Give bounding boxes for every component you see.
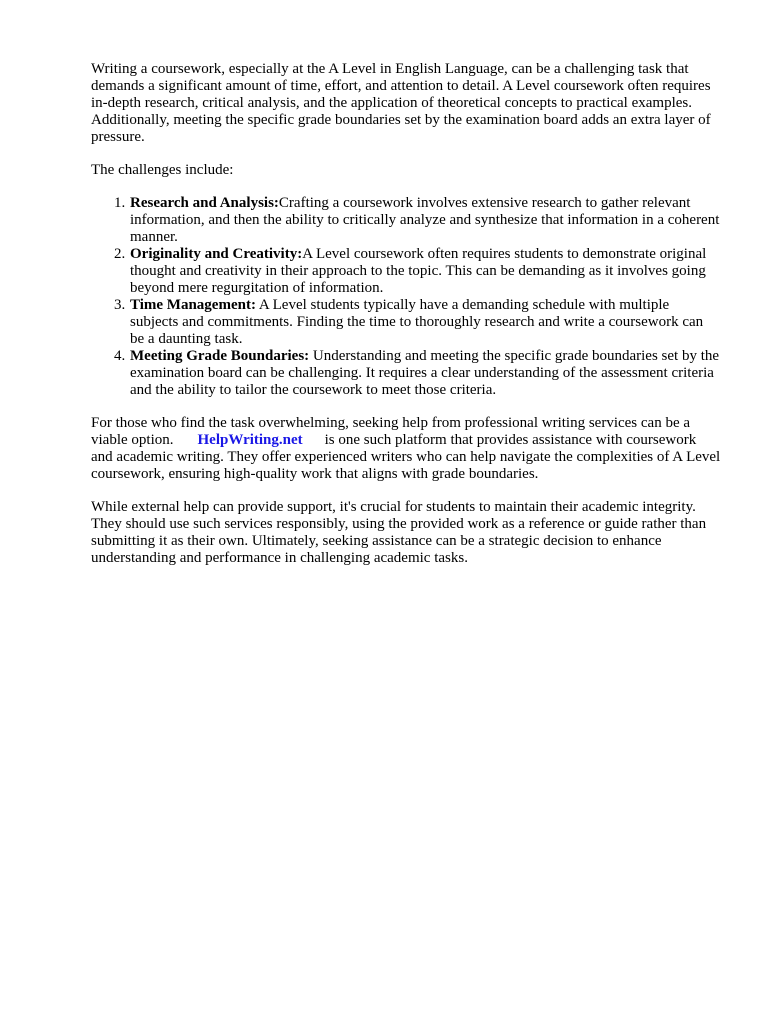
list-item-term: Originality and Creativity: [130, 246, 303, 262]
list-item-text: A Level students typically have a demanding schedule with multiple subjects and commitments. Finding the time to thoroughly research and write a coursework can be a daunting task. [130, 297, 704, 347]
list-item [129, 297, 721, 348]
help-text-before: For those who find the task overwhelming, seeking help from professional writing services can be a viable option. [91, 415, 691, 448]
list-item [129, 195, 721, 246]
list-item [129, 246, 721, 297]
list-item-term: Meeting Grade Boundaries: [130, 348, 310, 364]
help-paragraph [91, 415, 721, 483]
closing-paragraph: While external help can provide support, it's crucial for students to maintain their academic integrity. They should use such services responsibly, using the provided work as a reference or guide rather than submitting it as their own. Ultimately, seeking assistance can be a strategic decision to enhance understanding and performance in challenging academic tasks. [91, 499, 707, 566]
document-page [91, 61, 721, 583]
list-item [129, 348, 721, 399]
intro-paragraph: Writing a coursework, especially at the A Level in English Language, can be a challenging task that demands a significant amount of time, effort, and attention to detail. A Level coursework often requires in-depth research, critical analysis, and the application of theoretical concepts to practical examples. Additionally, meeting the specific grade boundaries set by the examination board adds an extra layer of pressure. [91, 61, 711, 145]
helpwriting-link[interactable]: HelpWriting.net [197, 432, 303, 448]
help-text-after: is one such platform that provides assistance with coursework and academic writing. They offer experienced writers who can help navigate the complexities of A Level coursework, ensuring high-quality work that aligns with grade boundaries. [91, 432, 721, 482]
list-item-text: A Level coursework often requires students to demonstrate original thought and creativity in their approach to the topic. This can be demanding as it involves going beyond mere regurgitation of information. [130, 246, 707, 296]
list-item-text: Crafting a coursework involves extensive research to gather relevant information, and then the ability to critically analyze and synthesize that information in a coherent manner. [130, 195, 720, 245]
list-item-term: Research and Analysis: [130, 195, 279, 211]
list-item-term: Time Management: [130, 297, 256, 313]
list-item-text: Understanding and meeting the specific grade boundaries set by the examination board can be challenging. It requires a clear understanding of the assessment criteria and the ability to tailor the coursework to meet those criteria. [130, 348, 720, 398]
challenges-list [91, 195, 721, 399]
challenges-heading: The challenges include: [91, 162, 234, 178]
